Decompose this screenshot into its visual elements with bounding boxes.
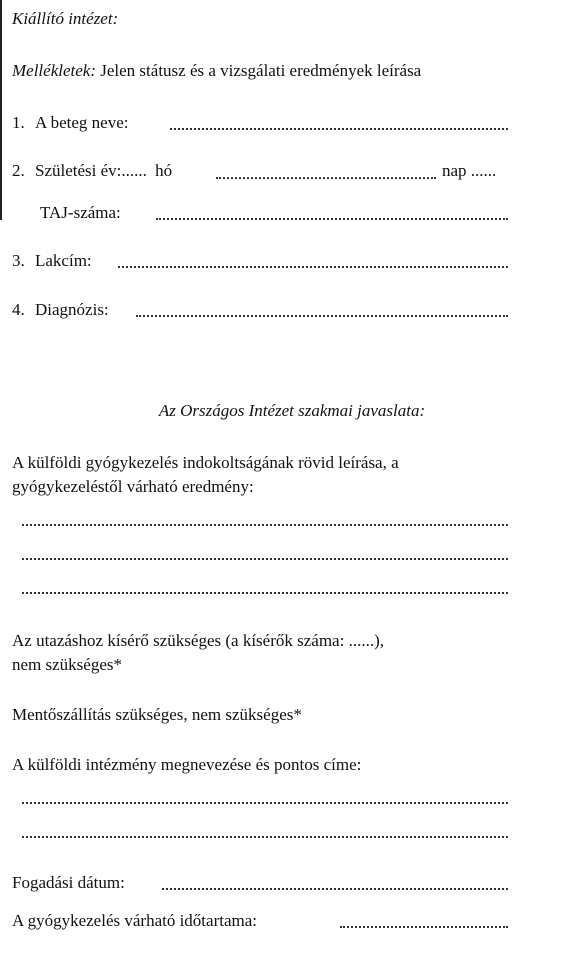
attachments-row bbox=[12, 60, 421, 82]
patient-name-label: 1. A beteg neve: bbox=[12, 113, 129, 132]
admission-date-label: Fogadási dátum: bbox=[12, 873, 125, 892]
ambulance-text: Mentőszállítás szükséges, nem szükséges* bbox=[12, 705, 302, 724]
proposal-heading: Az Országos Intézet szakmai javaslata: bbox=[158, 401, 426, 420]
foreign-institution-label: A külföldi intézmény megnevezése és pontos címe: bbox=[12, 755, 362, 774]
treatment-duration-label: A gyógykezelés várható időtartama: bbox=[12, 911, 257, 930]
justification-field-line-3[interactable] bbox=[22, 592, 508, 594]
justification-field-line-1[interactable] bbox=[22, 524, 508, 526]
escort-line-1: Az utazáshoz kísérő szükséges (a kísérők száma: ......), bbox=[12, 631, 384, 650]
justification-field-line-2[interactable] bbox=[22, 558, 508, 560]
justification-line-1: A külföldi gyógykezelés indokoltságának rövid leírása, a bbox=[12, 453, 399, 472]
patient-name-field[interactable] bbox=[170, 128, 508, 130]
address-field[interactable] bbox=[118, 266, 508, 268]
escort-line-2: nem szükséges* bbox=[12, 655, 123, 674]
exhibiting-institute-label: Kiállító intézet: bbox=[12, 9, 119, 28]
attachments-label: Mellékletek: bbox=[12, 61, 96, 80]
treatment-duration-field[interactable] bbox=[340, 926, 508, 928]
diagnosis-label: 4. Diagnózis: bbox=[12, 300, 109, 319]
foreign-institution-field-line-1[interactable] bbox=[22, 802, 508, 804]
address-label: 3. Lakcím: bbox=[12, 251, 92, 270]
foreign-institution-field-line-2[interactable] bbox=[22, 836, 508, 838]
taj-label: TAJ-száma: bbox=[40, 203, 121, 222]
birth-day-label: nap ...... bbox=[442, 161, 497, 180]
taj-field[interactable] bbox=[156, 218, 508, 220]
admission-date-field[interactable] bbox=[162, 888, 508, 890]
attachments-text: Jelen státusz és a vizsgálati eredmények leírása bbox=[96, 61, 422, 80]
page-edge-line bbox=[0, 0, 2, 220]
birth-month-field[interactable] bbox=[216, 177, 436, 179]
diagnosis-field[interactable] bbox=[136, 315, 508, 317]
birth-label: 2. Születési év:...... hó bbox=[12, 161, 173, 180]
justification-line-2: gyógykezeléstől várható eredmény: bbox=[12, 477, 254, 496]
